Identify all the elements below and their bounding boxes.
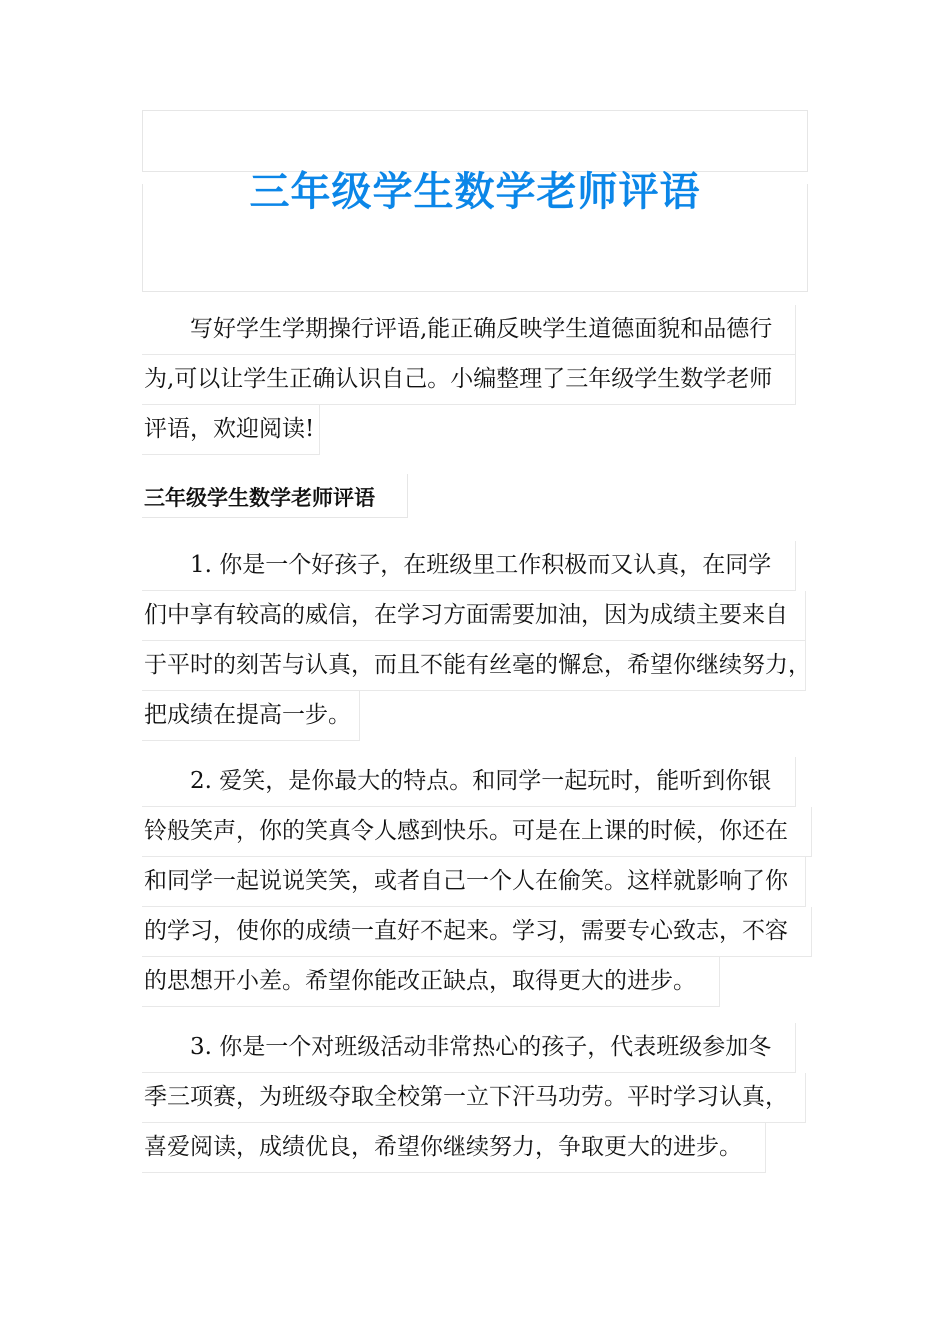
- comment-line: 1. 你是一个好孩子，在班级里工作积极而又认真，在同学: [144, 540, 814, 590]
- comment-line: 季三项赛，为班级夺取全校第一立下汗马功劳。平时学习认真，: [144, 1072, 814, 1122]
- comment-paragraph-2: [144, 756, 814, 1006]
- intro-line: 评语，欢迎阅读!: [144, 404, 814, 454]
- intro-line: 写好学生学期操行评语,能正确反映学生道德面貌和品德行: [144, 304, 814, 354]
- comment-line: 们中享有较高的威信，在学习方面需要加油，因为成绩主要来自: [144, 590, 814, 640]
- intro-line: 为,可以让学生正确认识自己。小编整理了三年级学生数学老师: [144, 354, 814, 404]
- title-frame-top: [142, 110, 808, 172]
- document-title: 三年级学生数学老师评语: [249, 169, 701, 215]
- comment-line: 2. 爱笑，是你最大的特点。和同学一起玩时，能听到你银: [144, 756, 814, 806]
- section-heading: 三年级学生数学老师评语: [144, 486, 375, 510]
- comment-line: 于平时的刻苦与认真，而且不能有丝毫的懈怠，希望你继续努力，: [144, 640, 814, 690]
- comment-line: 铃般笑声，你的笑真令人感到快乐。可是在上课的时候，你还在: [144, 806, 814, 856]
- intro-paragraph: [144, 304, 814, 454]
- comment-line: 的学习，使你的成绩一直好不起来。学习，需要专心致志，不容: [144, 906, 814, 956]
- comment-line: 和同学一起说说笑笑，或者自己一个人在偷笑。这样就影响了你: [144, 856, 814, 906]
- comment-paragraph-3: [144, 1022, 814, 1172]
- comment-line: 的思想开小差。希望你能改正缺点，取得更大的进步。: [144, 956, 814, 1006]
- comment-line: 3. 你是一个对班级活动非常热心的孩子，代表班级参加冬: [144, 1022, 814, 1072]
- comment-line: 把成绩在提高一步。: [144, 690, 814, 740]
- comment-paragraph-1: [144, 540, 814, 740]
- comment-line: 喜爱阅读，成绩优良，希望你继续努力，争取更大的进步。: [144, 1122, 814, 1172]
